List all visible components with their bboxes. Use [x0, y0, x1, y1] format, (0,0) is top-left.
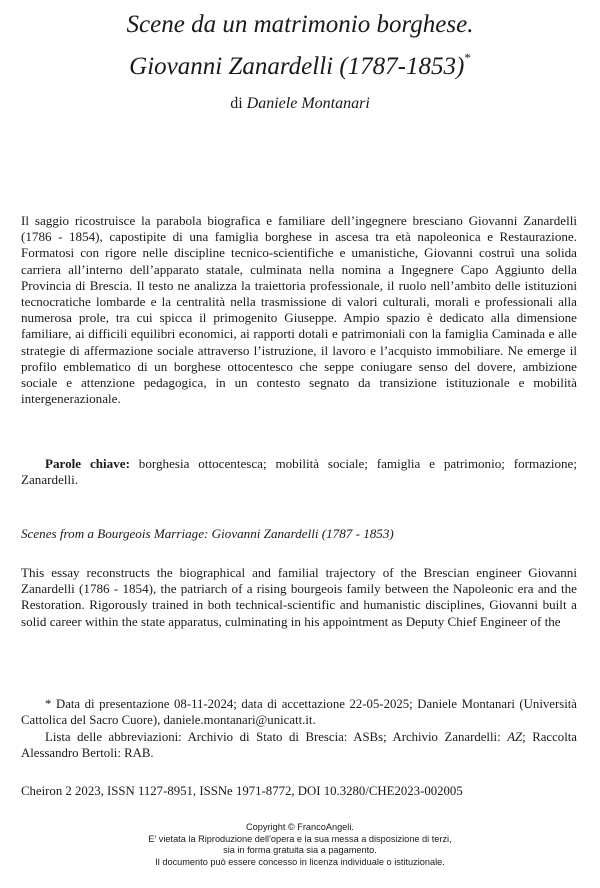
author-prefix: di — [230, 95, 243, 112]
author-name: Daniele Montanari — [246, 95, 370, 112]
journal-citation: Cheiron 2 2023, ISSN 1127-8951, ISSNe 1971-8772, DOI 10.3280/CHE2023-002005 — [21, 784, 463, 798]
copyright-line-2: E' vietata la Riproduzione dell'opera e la sua messa a disposizione di terzi, — [148, 833, 452, 844]
abbrev-prefix: Lista delle abbreviazioni: Archivio di Stato di Brescia: ASBs; Archivio Zanardelli: — [45, 730, 508, 744]
title-line-2 — [0, 41, 600, 83]
footnote-dates-text: Data di presentazione 08-11-2024; data di accettazione 22-05-2025; Daniele Montanari (Università Cattolica del Sacro Cuore), daniele.montanari@unicatt.it. — [21, 697, 577, 728]
footnote-mark: * — [45, 697, 52, 711]
keywords-text: borghesia ottocentesca; mobilità sociale; famiglia e patrimonio; formazione; Zanardelli. — [21, 456, 577, 488]
footnote-dates — [21, 696, 577, 728]
footnote-abbreviations — [21, 729, 577, 761]
copyright-line-4: Il documento può essere concesso in licenza individuale o istituzionale. — [155, 856, 445, 867]
author-byline — [0, 95, 600, 113]
title-line-2-text: Giovanni Zanardelli (1787-1853) — [129, 53, 465, 80]
title-footnote-mark: * — [464, 50, 471, 65]
abstract-italian: Il saggio ricostruisce la parabola biografica e familiare dell’ingegnere bresciano Giovanni Zanardelli (1786 - 1854), capostipite di una famiglia borghese in ascesa tra età napoleonica e Restaurazione. Formatosi con rigore nelle discipline tecnico-scientifiche e umanistiche, Giovanni costruì una solida carriera all’interno dell’apparato statale, culminata nella nomina a Ingegnere Capo Aggiunto della Provincia di Brescia. Il testo ne analizza la traiettoria professionale, il ruolo nell’ambito delle istituzioni tecnocratiche lombarde e la centralità nella trasmissione di valori culturali, morali e professionali alla numerosa prole, tra cui spicca il primogenito Giuseppe. Ampio spazio è dedicato alla dimensione familiare, ai difficili equilibri economici, ai rapporti dotali e patrimoniali con la famiglia Caminada e alle strategie di affermazione sociale attraverso l’istruzione, il lavoro e l’acquisto immobiliare. Ne emerge il profilo emblematico di un borghese ottocentesco che seppe coniugare senso del dovere, ambizione sociale e attenzione pedagogica, in un contesto segnato da transizione istituzionale e mobilità intergenerazionale. — [21, 213, 577, 407]
keywords-label: Parole chiave: — [45, 456, 130, 471]
abbrev-suffix: ; Raccolta Alessandro Bertoli: RAB. — [21, 730, 577, 761]
abstract-english: This essay reconstructs the biographical and familial trajectory of the Brescian engineer Giovanni Zanardelli (1786 - 1854), the patriarch of a rising bourgeois family between the Napoleonic era and the Restoration. Rigorously trained in both technical-scientific and humanistic disciplines, Giovanni built a solid career within the state apparatus, culminating in his appointment as Deputy Chief Engineer of the — [21, 565, 577, 629]
copyright-line-3: sia in forma gratuita sia a pagamento. — [223, 845, 377, 856]
copyright-notice — [0, 822, 600, 868]
title-line-1: Scene da un matrimonio borghese. — [126, 11, 474, 38]
article-title — [0, 8, 600, 83]
copyright-line-1: Copyright © FrancoAngeli. — [246, 822, 354, 832]
english-title: Scenes from a Bourgeois Marriage: Giovanni Zanardelli (1787 - 1853) — [21, 526, 394, 541]
keywords — [21, 456, 577, 488]
abbrev-az: AZ — [507, 730, 523, 744]
